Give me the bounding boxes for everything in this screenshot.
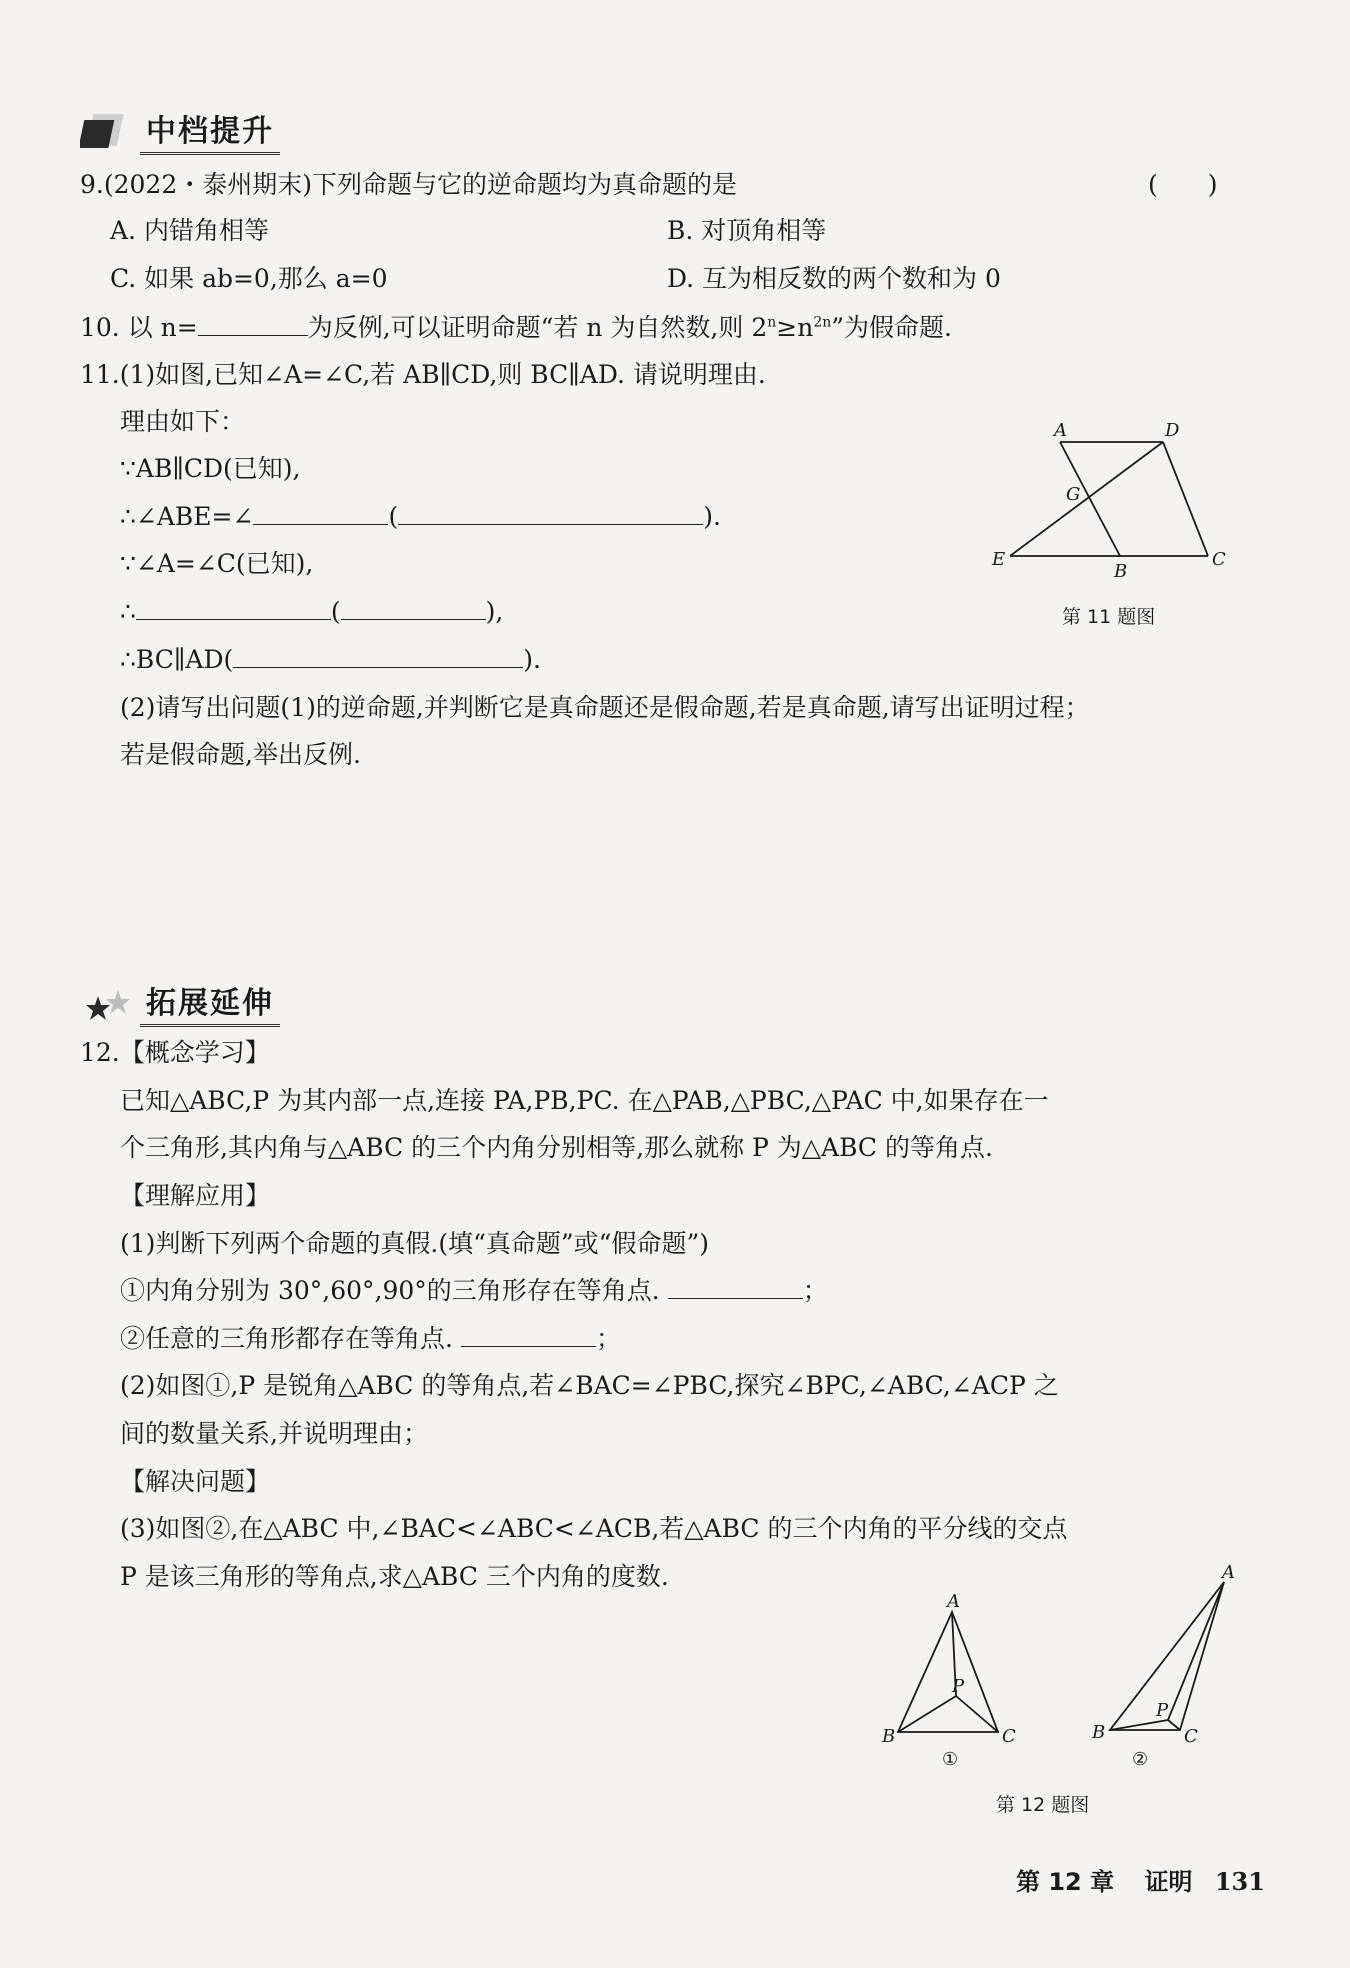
label-p: P <box>952 1676 965 1697</box>
label-b: B <box>1092 1722 1106 1743</box>
label-c: C <box>1184 1726 1198 1747</box>
label-b: B <box>1114 561 1128 582</box>
label-a: A <box>1222 1562 1235 1583</box>
answer-blank[interactable] <box>253 502 388 525</box>
figure-11 <box>980 420 1240 590</box>
figure-label-2: ② <box>1132 1749 1149 1770</box>
concept-line-2: 个三角形,其内角与△ABC 的三个内角分别相等,那么就称 P 为△ABC 的等角点. <box>120 1133 993 1162</box>
segment-ed <box>1010 442 1163 556</box>
label-p: P <box>1156 1700 1169 1721</box>
part-1b: ②任意的三角形都存在等角点. ； <box>120 1324 621 1353</box>
proof-line-1: ∵AB∥CD(已知), <box>120 454 301 483</box>
chapter-topic: 证明 <box>1144 1868 1193 1896</box>
reason-intro: 理由如下： <box>120 407 246 436</box>
part-1a: ①内角分别为 30°,60°,90°的三角形存在等角点. ； <box>120 1276 828 1305</box>
label-a: A <box>1054 420 1067 441</box>
label-a: A <box>947 1591 960 1612</box>
part-3-cont: P 是该三角形的等角点,求△ABC 三个内角的度数. <box>120 1562 669 1591</box>
answer-blank[interactable] <box>461 1324 596 1347</box>
figure-12 <box>860 1560 1250 1780</box>
answer-blank[interactable] <box>341 597 486 620</box>
question-11-stem: 11.(1)如图,已知∠A=∠C,若 AB∥CD,则 BC∥AD. 请说明理由. <box>80 360 766 389</box>
chapter-label: 第 12 章 <box>1016 1868 1115 1896</box>
choice-c: C. 如果 ab=0,那么 a=0 <box>110 264 388 293</box>
question-9-stem: 9.(2022・泰州期末)下列命题与它的逆命题均为真命题的是 <box>80 170 737 199</box>
segment-dc <box>1163 442 1208 556</box>
part-2-cont: 间的数量关系,并说明理由； <box>120 1419 428 1448</box>
stars-badge-icon <box>80 984 134 1022</box>
proof-line-3: ∵∠A=∠C(已知), <box>120 549 314 578</box>
label-c: C <box>1212 549 1226 570</box>
label-e: E <box>992 549 1006 570</box>
question-12-head: 12.【概念学习】 <box>80 1038 270 1067</box>
answer-blank[interactable] <box>136 597 331 620</box>
answer-paren: ( ) <box>1148 170 1218 199</box>
question-11-part2-cont: 若是假命题,举出反例. <box>120 740 361 769</box>
answer-blank[interactable] <box>398 502 703 525</box>
section-title: 拓展延伸 <box>140 978 280 1027</box>
question-11-part2: (2)请写出问题(1)的逆命题,并判断它是真命题还是假命题,若是真命题,请写出证明过程； <box>120 693 1090 722</box>
book-badge-icon <box>80 112 134 150</box>
label-c: C <box>1002 1726 1016 1747</box>
page-footer <box>1016 1862 1265 1897</box>
section-header-2 <box>80 978 280 1027</box>
figure-11-caption: 第 11 题图 <box>1062 606 1156 628</box>
choice-a: A. 内错角相等 <box>110 216 269 245</box>
part-1: (1)判断下列两个命题的真假.(填“真命题”或“假命题”) <box>120 1229 709 1258</box>
figure-label-1: ① <box>942 1749 959 1770</box>
part-3: (3)如图②,在△ABC 中,∠BAC<∠ABC<∠ACB,若△ABC 的三个内角的平分线的交点 <box>120 1514 1068 1543</box>
figure-12-1 <box>898 1612 998 1732</box>
answer-blank[interactable] <box>198 313 308 336</box>
label-d: D <box>1165 420 1180 441</box>
answer-blank[interactable] <box>668 1276 803 1299</box>
label-g: G <box>1066 484 1081 505</box>
proof-line-2: ∴∠ABE=∠ ( ). <box>120 502 721 531</box>
proof-line-5: ∴BC∥AD( ). <box>120 645 541 674</box>
answer-blank[interactable] <box>233 645 523 668</box>
choice-d: D. 互为相反数的两个数和为 0 <box>667 264 1001 293</box>
question-10: 10. 以 n= 为反例,可以证明命题“若 n 为自然数,则 $2^n\ge n^{2n}$”为假命题. <box>80 313 952 342</box>
figure-12-caption: 第 12 题图 <box>996 1794 1090 1816</box>
subheading-solve: 【解决问题】 <box>120 1467 271 1496</box>
label-b: B <box>882 1726 896 1747</box>
page-number: 131 <box>1214 1867 1265 1896</box>
part-2: (2)如图①,P 是锐角△ABC 的等角点,若∠BAC=∠PBC,探究∠BPC,∠ABC,∠ACP 之 <box>120 1371 1059 1400</box>
proof-line-4: ∴ ( ), <box>120 597 504 626</box>
concept-line-1: 已知△ABC,P 为其内部一点,连接 PA,PB,PC. 在△PAB,△PBC,△PAC 中,如果存在一 <box>120 1086 1049 1115</box>
subheading-apply: 【理解应用】 <box>120 1181 271 1210</box>
section-header-1 <box>80 106 280 155</box>
section-title: 中档提升 <box>140 106 280 155</box>
choice-b: B. 对顶角相等 <box>667 216 827 245</box>
